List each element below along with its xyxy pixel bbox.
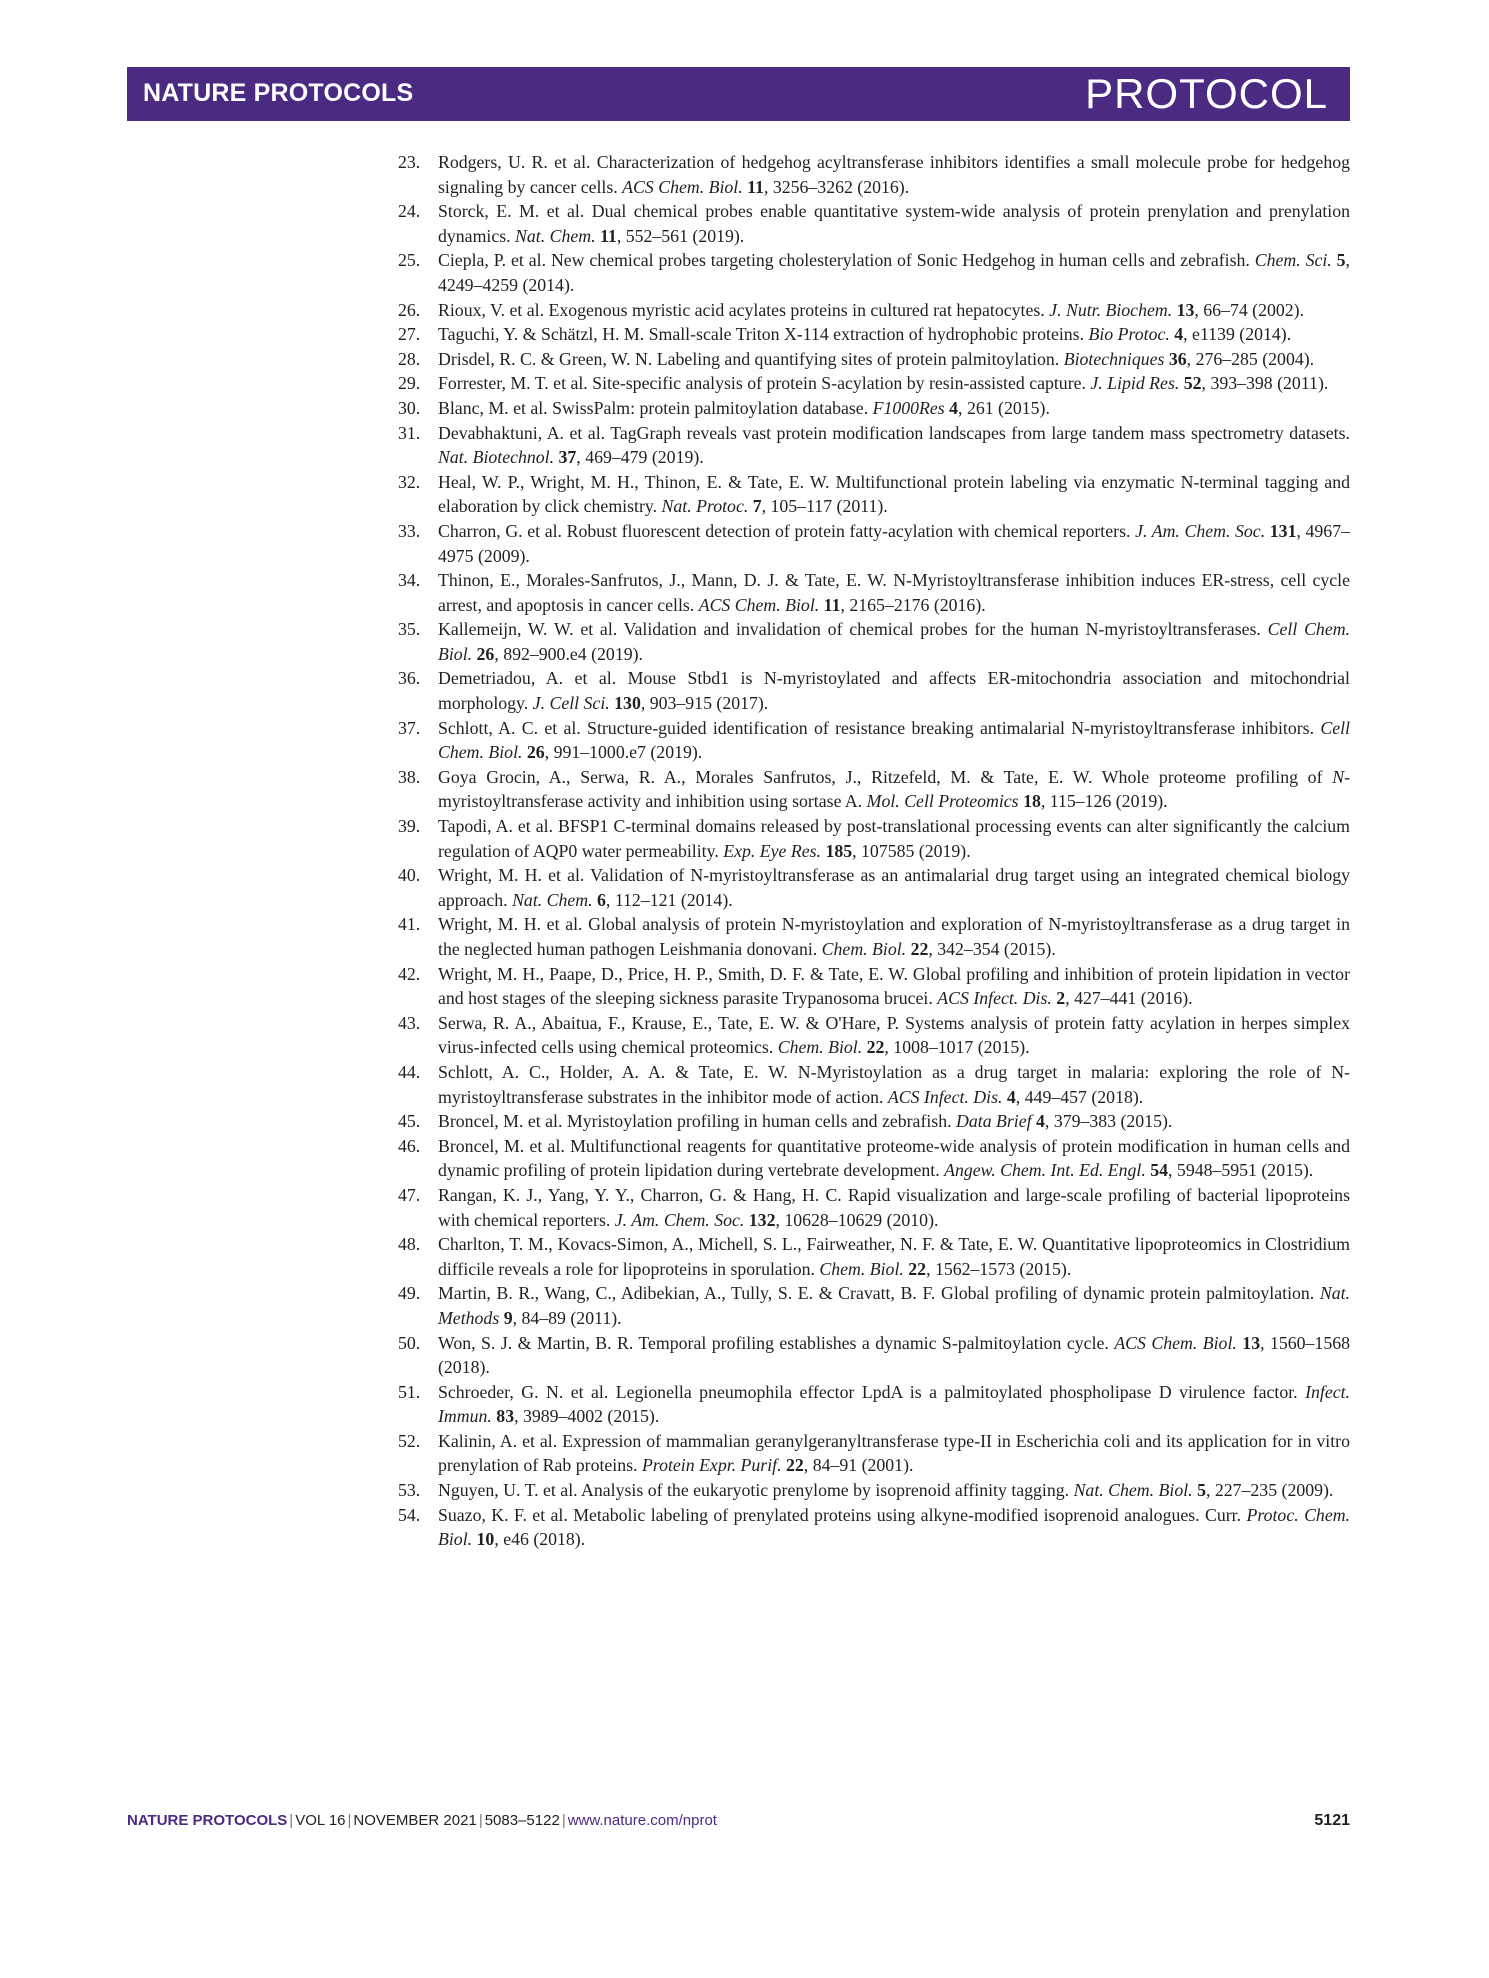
reference-text: [438, 814, 1350, 863]
reference-text: [438, 150, 1350, 199]
reference-text: [438, 1478, 1350, 1503]
reference-volume: 11: [747, 176, 764, 197]
reference-number: 52.: [398, 1430, 421, 1451]
reference-journal-name: ACS Chem. Biol.: [698, 594, 820, 615]
reference-volume: 185: [825, 840, 853, 861]
reference-item: [398, 470, 1350, 519]
footer-separator: |: [478, 1812, 483, 1829]
reference-text-segment: Rioux, V. et al. Exogenous myristic acid acylates proteins in cultured rat hepatocytes.: [438, 299, 1050, 320]
reference-number: 43.: [398, 1012, 421, 1033]
reference-text-segment: , 1008–1017 (2015).: [884, 1037, 1030, 1058]
reference-number: 45.: [398, 1111, 421, 1132]
reference-text-segment: , 342–354 (2015).: [928, 939, 1056, 959]
reference-text-segment: Broncel, M. et al. Myristoylation profiling in human cells and zebrafish.: [438, 1111, 957, 1132]
reference-text-segment: , 892–900.e4 (2019).: [494, 643, 643, 664]
reference-item: [398, 519, 1350, 568]
reference-volume: 7: [752, 496, 762, 517]
reference-item: [398, 912, 1350, 961]
reference-journal-name: Mol. Cell Proteomics: [866, 791, 1019, 812]
reference-text-segment: Ciepla, P. et al. New chemical probes targeting cholesterylation of Sonic Hedgehog in human cells and zebrafish.: [438, 250, 1255, 271]
reference-volume: 4: [1036, 1111, 1045, 1132]
reference-text: [438, 1232, 1350, 1281]
reference-item: [398, 962, 1350, 1011]
reference-text-segment: , 261 (2015).: [958, 397, 1050, 418]
reference-item: [398, 150, 1350, 199]
reference-text: [438, 519, 1350, 568]
footer-separator: |: [561, 1812, 566, 1829]
reference-text-segment: Won, S. J. & Martin, B. R. Temporal profiling establishes a dynamic S-palmitoylation cycle.: [438, 1332, 1115, 1353]
reference-item: [398, 1429, 1350, 1478]
reference-journal-name: Cell Chem. Biol.: [438, 717, 1350, 763]
reference-text: [438, 470, 1350, 519]
reference-text-segment: , e46 (2018).: [494, 1529, 586, 1550]
reference-text-segment: , 5948–5951 (2015).: [1168, 1160, 1314, 1181]
reference-volume: 13: [1242, 1332, 1261, 1353]
reference-item: [398, 568, 1350, 617]
reference-text-segment: , 903–915 (2017).: [640, 693, 769, 714]
reference-text-segment: Rangan, K. J., Yang, Y. Y., Charron, G. & Hang, H. C. Rapid visualization and large-scale profiling of bacterial lipoproteins with chemical reporters.: [438, 1184, 1350, 1230]
reference-journal-name: ACS Infect. Dis.: [887, 1086, 1003, 1107]
reference-number: 30.: [398, 397, 421, 418]
reference-text-segment: , 227–235 (2009).: [1205, 1480, 1334, 1501]
reference-text-segment: Nguyen, U. T. et al. Analysis of the eukaryotic prenylome by isoprenoid affinity tagging.: [438, 1480, 1074, 1501]
reference-item: [398, 666, 1350, 715]
reference-item: [398, 617, 1350, 666]
reference-number: 51.: [398, 1381, 421, 1402]
reference-volume: 18: [1023, 791, 1041, 812]
reference-text-segment: Blanc, M. et al. SwissPalm: protein palmitoylation database.: [438, 397, 873, 418]
footer-page-range: 5083–5122: [484, 1812, 560, 1829]
footer-volume: VOL 16: [295, 1812, 346, 1829]
reference-text: [438, 568, 1350, 617]
reference-text-segment: , 552–561 (2019).: [616, 225, 745, 246]
reference-journal-name: Nat. Chem.: [512, 889, 593, 910]
footer-url-link[interactable]: www.nature.com/nprot: [567, 1812, 717, 1829]
reference-item: [398, 371, 1350, 396]
reference-volume: 4: [949, 397, 959, 418]
reference-text: [438, 396, 1350, 421]
reference-text-segment: Storck, E. M. et al. Dual chemical probes enable quantitative system-wide analysis of protein prenylation and prenylation dynamics.: [438, 201, 1350, 246]
reference-item: [398, 765, 1350, 814]
journal-title: NATURE PROTOCOLS: [143, 79, 414, 107]
reference-text-segment: Heal, W. P., Wright, M. H., Thinon, E. & Tate, E. W. Multifunctional protein labeling via enzymatic N-terminal tagging and elaboration by click chemistry.: [438, 471, 1350, 517]
reference-item: [398, 1232, 1350, 1281]
reference-text-segment: , 1562–1573 (2015).: [926, 1258, 1072, 1279]
reference-volume: 131: [1269, 520, 1297, 541]
reference-item: [398, 396, 1350, 421]
reference-volume: 26: [526, 742, 545, 763]
reference-number: 29.: [398, 373, 421, 394]
page-number: 5121: [1314, 1812, 1350, 1829]
reference-number: 35.: [398, 619, 421, 640]
reference-text-segment: , 66–74 (2002).: [1194, 299, 1305, 320]
reference-item: [398, 421, 1350, 470]
reference-text: [438, 248, 1350, 297]
reference-number: 44.: [398, 1061, 421, 1082]
reference-text-segment: Broncel, M. et al. Multifunctional reagents for quantitative proteome-wide analysis of protein modification in human cells and dynamic profiling of protein lipidation during vertebrate development.: [438, 1135, 1350, 1181]
reference-volume: 22: [786, 1455, 804, 1476]
reference-text-segment: , 379–383 (2015).: [1044, 1111, 1173, 1132]
reference-number: 50.: [398, 1332, 421, 1353]
reference-item: [398, 298, 1350, 323]
reference-journal-name: Nat. Methods: [438, 1283, 1350, 1328]
reference-journal-name: ACS Infect. Dis.: [937, 988, 1052, 1009]
reference-text-segment: Wright, M. H. et al. Global analysis of protein N-myristoylation and exploration of N-myristoyltransferase as a drug target in the neglected human pathogen Leishmania donovani.: [438, 914, 1350, 959]
footer-journal: NATURE PROTOCOLS: [127, 1812, 288, 1829]
reference-text-segment: Charlton, T. M., Kovacs-Simon, A., Michell, S. L., Fairweather, N. F. & Tate, E. W. Quantitative lipoproteomics in Clostridium difficile reveals a role for lipoproteins in sporulation.: [438, 1234, 1350, 1279]
reference-item: [398, 1503, 1350, 1552]
reference-text: [438, 765, 1350, 814]
reference-text: [438, 617, 1350, 666]
reference-number: 49.: [398, 1283, 421, 1304]
reference-text-segment: Rodgers, U. R. et al. Characterization of hedgehog acyltransferase inhibitors identifies a small molecule probe for hedgehog signaling by cancer cells.: [438, 152, 1350, 197]
reference-volume: 11: [823, 594, 841, 615]
reference-text: [438, 1331, 1350, 1380]
reference-journal-name: J. Cell Sci.: [532, 693, 610, 714]
reference-volume: 26: [476, 643, 495, 664]
reference-text: [438, 1380, 1350, 1429]
reference-text-segment: Wright, M. H. et al. Validation of N-myristoyltransferase as an antimalarial drug target using an integrated chemical biology approach.: [438, 865, 1350, 910]
reference-number: 33.: [398, 520, 421, 541]
footer-separator: |: [289, 1812, 294, 1829]
reference-journal-name: ACS Chem. Biol.: [1114, 1332, 1237, 1353]
reference-text-segment: Tapodi, A. et al. BFSP1 C-terminal domains released by post-translational processing events can alter significantly the calcium regulation of AQP0 water permeability.: [438, 816, 1350, 861]
reference-text: [438, 322, 1350, 347]
reference-number: 54.: [398, 1504, 421, 1525]
reference-item: [398, 1380, 1350, 1429]
reference-item: [398, 322, 1350, 347]
reference-volume: 36: [1168, 348, 1187, 369]
reference-text-segment: , 3989–4002 (2015).: [514, 1406, 660, 1427]
reference-text-segment: Goya Grocin, A., Serwa, R. A., Morales Sanfrutos, J., Ritzefeld, M. & Tate, E. W. Whole proteome profiling of: [438, 766, 1333, 787]
reference-volume: 13: [1176, 299, 1195, 320]
reference-text: [438, 1134, 1350, 1183]
reference-journal-name: J. Lipid Res.: [1090, 373, 1180, 394]
reference-journal-name: Nat. Protoc.: [661, 496, 749, 517]
reference-volume: 2: [1056, 988, 1066, 1009]
reference-volume: 22: [866, 1037, 885, 1058]
reference-volume: 22: [908, 1258, 927, 1279]
reference-number: 39.: [398, 816, 421, 837]
reference-text: [438, 1183, 1350, 1232]
reference-item: [398, 1331, 1350, 1380]
reference-number: 46.: [398, 1135, 421, 1156]
reference-text-segment: Schroeder, G. N. et al. Legionella pneumophila effector LpdA is a palmitoylated phospholipase D virulence factor.: [438, 1381, 1306, 1402]
reference-text: [438, 298, 1350, 323]
reference-text-segment: Martin, B. R., Wang, C., Adibekian, A., Tully, S. E. & Cravatt, B. F. Global profiling of dynamic protein palmitoylation.: [438, 1283, 1320, 1304]
reference-text-segment: , 991–1000.e7 (2019).: [544, 742, 703, 763]
reference-text: [438, 666, 1350, 715]
reference-item: [398, 1281, 1350, 1330]
reference-journal-name: J. Am. Chem. Soc.: [1135, 520, 1266, 541]
reference-volume: 4: [1174, 324, 1184, 345]
reference-number: 40.: [398, 865, 421, 886]
reference-volume: 52: [1183, 373, 1202, 394]
reference-journal-name: Infect. Immun.: [438, 1381, 1350, 1427]
reference-text-segment: , 276–285 (2004).: [1186, 348, 1315, 369]
reference-text: [438, 1503, 1350, 1552]
reference-text-segment: , 107585 (2019).: [852, 840, 971, 861]
reference-text-segment: Forrester, M. T. et al. Site-specific analysis of protein S-acylation by resin-assisted capture.: [438, 373, 1091, 394]
reference-number: 34.: [398, 570, 421, 591]
reference-text-segment: , 1560–1568 (2018).: [438, 1332, 1350, 1378]
reference-text-segment: -myristoyltransferase activity and inhibition using sortase A.: [438, 766, 1350, 812]
reference-text-segment: , 4249–4259 (2014).: [438, 250, 1350, 295]
reference-journal-name: ACS Chem. Biol.: [622, 176, 743, 197]
reference-volume: 11: [600, 225, 617, 246]
reference-text-segment: Schlott, A. C. et al. Structure-guided identification of resistance breaking antimalarial N-myristoyltransferase inhibitors.: [438, 717, 1321, 738]
reference-number: 28.: [398, 348, 421, 369]
reference-text-segment: , 469–479 (2019).: [576, 447, 704, 468]
reference-text-segment: Demetriadou, A. et al. Mouse Stbd1 is N-myristoylated and affects ER-mitochondria association and mitochondrial morphology.: [438, 668, 1350, 714]
reference-item: [398, 1134, 1350, 1183]
reference-text: [438, 962, 1350, 1011]
reference-number: 38.: [398, 766, 421, 787]
reference-item: [398, 1011, 1350, 1060]
reference-text: [438, 1011, 1350, 1060]
reference-journal-name: Nat. Chem. Biol.: [1073, 1480, 1193, 1501]
reference-text-segment: , 393–398 (2011).: [1201, 373, 1329, 394]
reference-volume: 22: [910, 939, 929, 959]
reference-volume: 130: [614, 693, 641, 714]
reference-text: [438, 347, 1350, 372]
reference-volume: 9: [503, 1307, 513, 1328]
reference-text-segment: Charron, G. et al. Robust fluorescent detection of protein fatty-acylation with chemical reporters.: [438, 520, 1136, 541]
reference-number: 23.: [398, 152, 421, 172]
footer-issue-date: NOVEMBER 2021: [353, 1812, 477, 1829]
page-footer: [127, 1812, 1350, 1836]
reference-text-segment: Wright, M. H., Paape, D., Price, H. P., Smith, D. F. & Tate, E. W. Global profiling and inhibition of protein lipidation in vector and host stages of the sleeping sickness parasite Trypanosoma brucei.: [438, 963, 1350, 1009]
reference-journal-name: Angew. Chem. Int. Ed. Engl.: [944, 1160, 1146, 1181]
reference-number: 41.: [398, 914, 421, 935]
reference-volume: 83: [496, 1406, 515, 1427]
reference-text-segment: Taguchi, Y. & Schätzl, H. M. Small-scale Triton X-114 extraction of hydrophobic proteins.: [438, 324, 1089, 345]
reference-volume: 4: [1006, 1086, 1016, 1107]
reference-item: [398, 814, 1350, 863]
reference-number: 48.: [398, 1234, 421, 1255]
reference-number: 36.: [398, 668, 421, 689]
reference-number: 47.: [398, 1184, 421, 1205]
reference-text-segment: , 112–121 (2014).: [605, 889, 733, 910]
reference-text: [438, 1109, 1350, 1134]
reference-text-segment: Devabhaktuni, A. et al. TagGraph reveals vast protein modification landscapes from large tandem mass spectrometry datasets.: [438, 422, 1350, 443]
reference-text-segment: , 84–91 (2001).: [803, 1455, 914, 1476]
reference-text-segment: , 10628–10629 (2010).: [775, 1209, 939, 1230]
reference-text-segment: Kallemeijn, W. W. et al. Validation and invalidation of chemical probes for the human N-myristoyltransferases.: [438, 619, 1268, 640]
reference-journal-name: Cell Chem. Biol.: [438, 619, 1350, 664]
reference-text-segment: Suazo, K. F. et al. Metabolic labeling of prenylated proteins using alkyne-modified isoprenoid analogues. Curr.: [438, 1504, 1247, 1525]
reference-text-segment: , 2165–2176 (2016).: [840, 594, 986, 615]
reference-number: 31.: [398, 422, 421, 443]
reference-text-segment: Schlott, A. C., Holder, A. A. & Tate, E. W. N-Myristoylation as a drug target in malaria: exploring the role of N-myristoyltransferase substrates in the inhibitor mode of action.: [438, 1061, 1350, 1107]
reference-number: 26.: [398, 299, 421, 320]
reference-item: [398, 716, 1350, 765]
reference-text-segment: , 427–441 (2016).: [1065, 988, 1193, 1009]
reference-journal-name: Chem. Biol.: [821, 939, 907, 959]
reference-number: 32.: [398, 471, 421, 492]
reference-volume: 6: [597, 889, 606, 910]
reference-journal-name: Nat. Biotechnol.: [438, 447, 555, 468]
reference-text-segment: , 3256–3262 (2016).: [763, 176, 910, 197]
reference-journal-name: Protein Expr. Purif.: [641, 1455, 782, 1476]
reference-volume: 54: [1150, 1160, 1169, 1181]
reference-journal-name: Protoc. Chem. Biol.: [438, 1504, 1350, 1550]
reference-text: [438, 1281, 1350, 1330]
reference-text-segment: , e1139 (2014).: [1183, 324, 1292, 345]
reference-item: [398, 1478, 1350, 1503]
reference-item: [398, 863, 1350, 912]
reference-journal-name: Nat. Chem.: [515, 225, 596, 246]
reference-journal-name: Chem. Biol.: [819, 1258, 904, 1279]
reference-journal-name: J. Nutr. Biochem.: [1049, 299, 1173, 320]
reference-volume: 37: [558, 447, 577, 468]
reference-journal-name: Data Brief: [956, 1111, 1032, 1132]
reference-number: 53.: [398, 1480, 421, 1501]
section-label: PROTOCOL: [1085, 70, 1328, 117]
reference-text-segment: Kalinin, A. et al. Expression of mammalian geranylgeranyltransferase type-II in Escherichia coli and its application for in vitro prenylation of Rab proteins.: [438, 1430, 1350, 1476]
reference-journal-name: Exp. Eye Res.: [723, 840, 821, 861]
reference-journal-name: F1000Res: [872, 397, 945, 418]
reference-list: [398, 150, 1350, 1552]
reference-text: [438, 863, 1350, 912]
reference-item: [398, 199, 1350, 248]
reference-number: 42.: [398, 963, 421, 984]
reference-journal-name: Bio Protoc.: [1088, 324, 1170, 345]
reference-item: [398, 1109, 1350, 1134]
reference-text-segment: , 115–126 (2019).: [1040, 791, 1168, 812]
reference-number: 25.: [398, 250, 421, 271]
reference-text-segment: , 84–89 (2011).: [512, 1307, 622, 1328]
reference-journal-name: Chem. Sci.: [1254, 250, 1332, 271]
reference-number: 37.: [398, 717, 421, 738]
reference-number: 24.: [398, 201, 421, 222]
reference-text-segment: , 449–457 (2018).: [1015, 1086, 1144, 1107]
reference-item: [398, 347, 1350, 372]
reference-text-segment: Drisdel, R. C. & Green, W. N. Labeling and quantifying sites of protein palmitoylation.: [438, 348, 1064, 369]
reference-journal-name: Biotechniques: [1063, 348, 1165, 369]
header-banner: [127, 67, 1350, 121]
reference-text-segment: , 105–117 (2011).: [761, 496, 888, 517]
reference-volume: 5: [1336, 250, 1346, 271]
reference-volume: 5: [1197, 1480, 1206, 1501]
reference-item: [398, 1183, 1350, 1232]
reference-text: [438, 716, 1350, 765]
reference-item: [398, 248, 1350, 297]
reference-journal-name: Chem. Biol.: [777, 1037, 863, 1058]
reference-journal-name: N: [1332, 766, 1345, 787]
reference-item: [398, 1060, 1350, 1109]
reference-journal-name: J. Am. Chem. Soc.: [614, 1209, 745, 1230]
reference-text: [438, 1429, 1350, 1478]
reference-text: [438, 1060, 1350, 1109]
reference-text-segment: Serwa, R. A., Abaitua, F., Krause, E., Tate, E. W. & O'Hare, P. Systems analysis of protein fatty acylation in herpes simplex virus-infected cells using chemical proteomics.: [438, 1012, 1350, 1058]
reference-text: [438, 421, 1350, 470]
reference-number: 27.: [398, 324, 421, 345]
reference-text: [438, 912, 1350, 961]
reference-text: [438, 371, 1350, 396]
reference-volume: 132: [748, 1209, 776, 1230]
reference-text-segment: , 4967–4975 (2009).: [438, 520, 1350, 566]
reference-volume: 10: [476, 1529, 495, 1550]
footer-separator: |: [347, 1812, 352, 1829]
reference-text: [438, 199, 1350, 248]
reference-text-segment: Thinon, E., Morales-Sanfrutos, J., Mann, D. J. & Tate, E. W. N-Myristoyltransferase inhibition induces ER-stress, cell cycle arrest, and apoptosis in cancer cells.: [438, 570, 1350, 615]
